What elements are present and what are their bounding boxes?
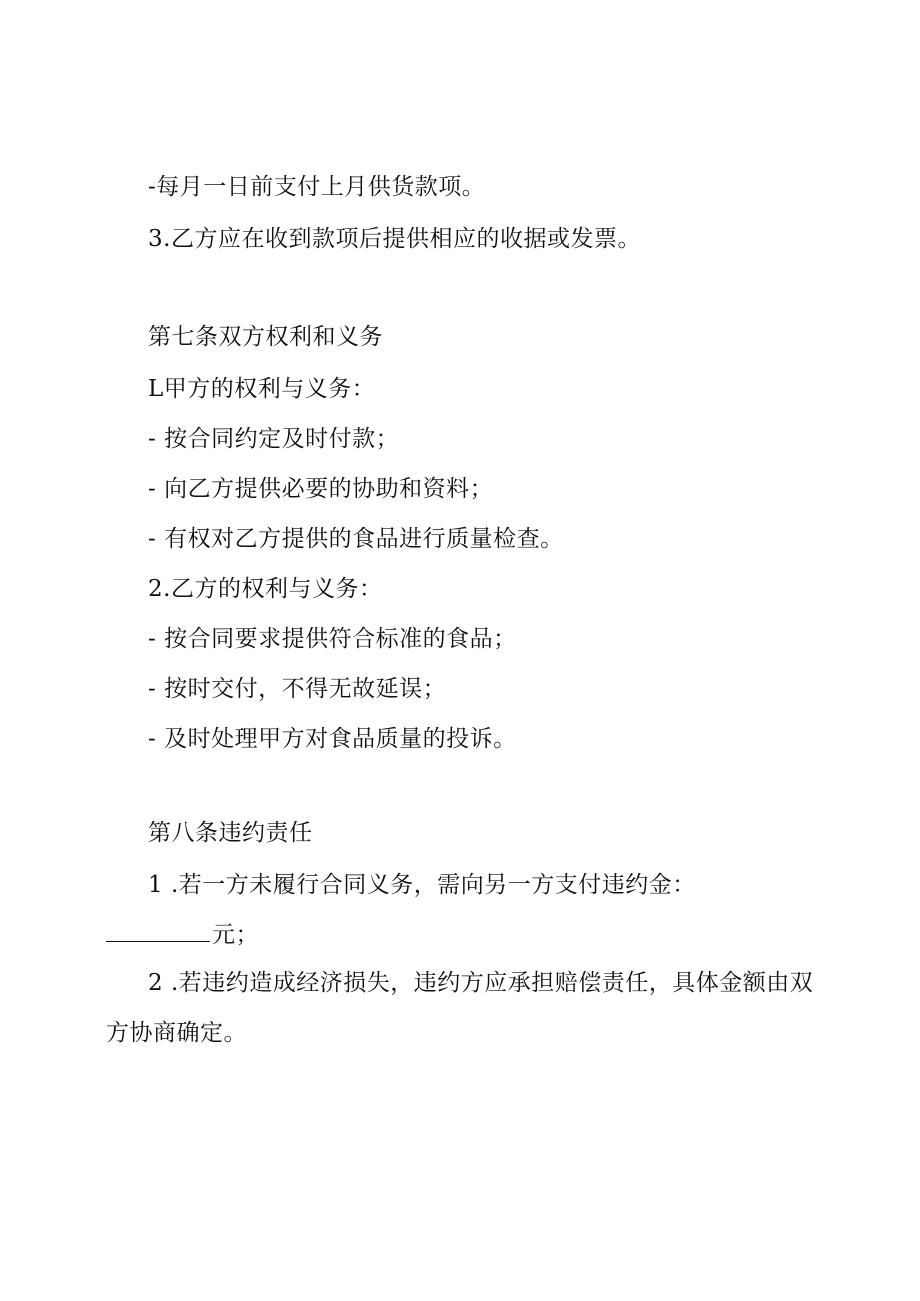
party-a-item: - 有权对乙方提供的食品进行质量检查。 [148,526,564,552]
party-b-heading: 2.乙方的权利与义务： [148,576,383,602]
party-a-item: - 按合同约定及时付款； [148,426,400,452]
party-b-item: - 及时处理甲方对食品质量的投诉。 [148,726,517,752]
party-a-heading: L甲方的权利与义务： [148,376,376,402]
party-b-item: - 按时交付，不得无故延误； [148,676,447,702]
payment-line-1: -每月一日前支付上月供货款项。 [148,174,486,200]
payment-line-2: 3.乙方应在收到款项后提供相应的收据或发票。 [148,226,641,252]
penalty-amount-blank [106,921,210,942]
article-8-item-2: 2 .若违约造成经济损失，违约方应承担赔偿责任，具体金额由双 [148,970,814,996]
penalty-amount-unit: 元； [212,922,259,948]
article-8-title: 第八条违约责任 [148,820,313,846]
article-8-item-2-continuation: 方协商确定。 [106,1020,247,1046]
article-8-item-1-continuation [106,920,259,950]
article-7-title: 第七条双方权利和义务 [148,324,383,350]
party-b-item: - 按合同要求提供符合标准的食品； [148,626,517,652]
party-a-item: - 向乙方提供必要的协助和资料； [148,476,494,502]
article-8-item-1: 1 .若一方未履行合同义务，需向另一方支付违约金： [148,872,696,898]
